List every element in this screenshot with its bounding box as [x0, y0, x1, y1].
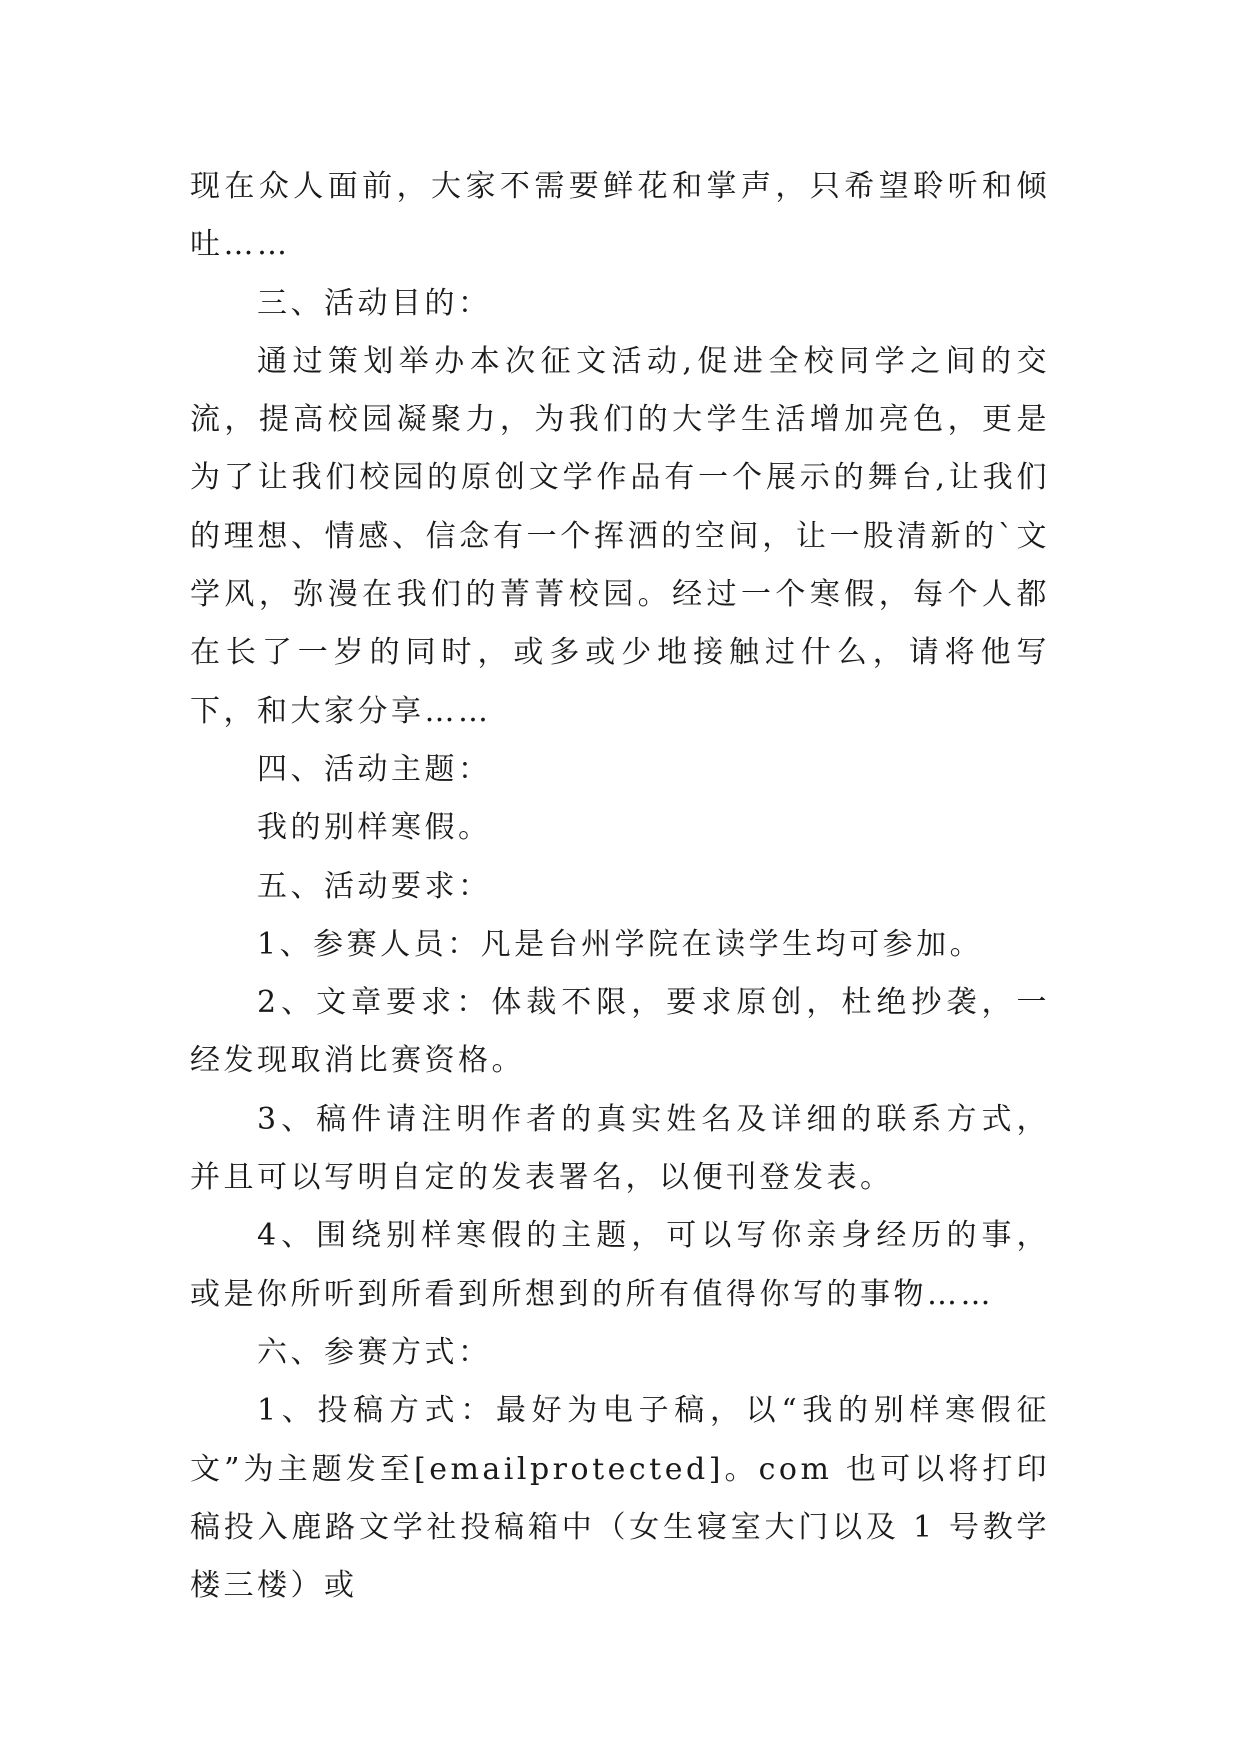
heading-activity-theme: 四、活动主题：: [257, 751, 492, 787]
heading-activity-purpose: 三、活动目的：: [257, 285, 492, 321]
document-body: [190, 158, 1050, 1615]
paragraph-continuation: 现在众人面前，大家不需要鲜花和掌声，只希望聆听和倾吐……: [190, 169, 1050, 263]
heading-activity-requirements: 五、活动要求：: [257, 868, 492, 904]
requirement-item-author-info: 3、稿件请注明作者的真实姓名及详细的联系方式，并且可以写明自定的发表署名，以便刊登发表。: [190, 1101, 1050, 1196]
heading-participation-method: 六、参赛方式：: [257, 1334, 492, 1370]
paragraph-activity-purpose: 通过策划举办本次征文活动,促进全校同学之间的交流，提高校园凝聚力，为我们的大学生活增加亮色，更是为了让我们校园的原创文学作品有一个展示的舞台,让我们的理想、情感、信念有一个挥洒的空间，让一股清新的`文学风，弥漫在我们的菁菁校园。经过一个寒假，每个人都在长了一岁的同时，或多或少地接触过什么，请将他写下，和大家分享……: [190, 343, 1050, 729]
requirement-item-article: 2、文章要求：体裁不限，要求原创，杜绝抄袭，一经发现取消比赛资格。: [190, 985, 1050, 1079]
requirement-item-participants: 1、参赛人员：凡是台州学院在读学生均可参加。: [257, 926, 984, 962]
requirement-item-topic: 4、围绕别样寒假的主题，可以写你亲身经历的事，或是你所听到所看到所想到的所有值得你写的事物……: [190, 1218, 1050, 1312]
participation-item-submission: 1、投稿方式：最好为电子稿，以“我的别样寒假征文”为主题发至[emailprotected]。com 也可以将打印稿投入鹿路文学社投稿箱中（女生寝室大门以及 1 号教学楼三楼）或: [190, 1393, 1050, 1604]
paragraph-activity-theme: 我的别样寒假。: [257, 810, 492, 846]
